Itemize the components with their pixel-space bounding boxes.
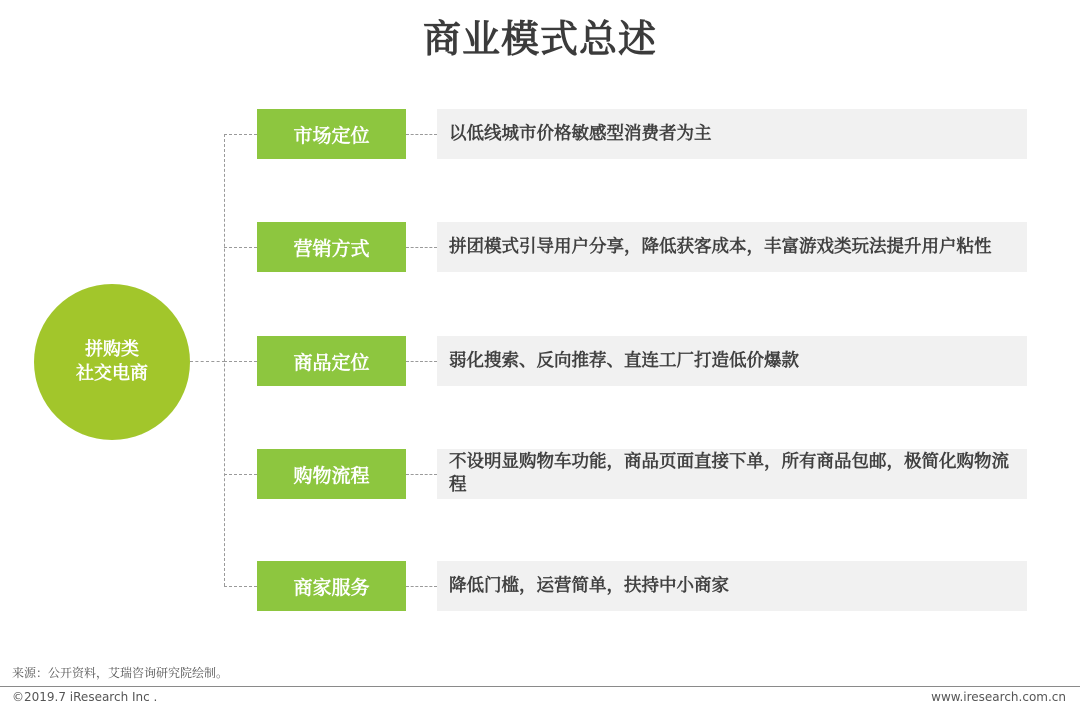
- connector-branch: [224, 474, 257, 475]
- connector-label-desc: [406, 247, 437, 248]
- desc-text: 以低线城市价格敏感型消费者为主: [449, 123, 712, 144]
- desc-shopping-flow: [437, 449, 1027, 499]
- label-marketing-method: 营销方式: [257, 222, 406, 272]
- label-merchant-service: 商家服务: [257, 561, 406, 611]
- desc-text: 降低门槛，运营简单，扶持中小商家: [449, 575, 729, 596]
- desc-text: 拼团模式引导用户分享，降低获客成本，丰富游戏类玩法提升用户粘性: [449, 236, 992, 257]
- desc-market-positioning: [437, 109, 1027, 159]
- label-shopping-flow: 购物流程: [257, 449, 406, 499]
- connector-branch: [224, 247, 257, 248]
- source-note: 来源：公开资料，艾瑞咨询研究院绘制。: [12, 666, 229, 680]
- website-link[interactable]: www.iresearch.com.cn: [931, 690, 1066, 704]
- desc-merchant-service: [437, 561, 1027, 611]
- label-product-positioning: 商品定位: [257, 336, 406, 386]
- copyright: ©2019.7 iResearch Inc .: [12, 690, 158, 704]
- connector-label-desc: [406, 134, 437, 135]
- page-title: 商业模式总述: [422, 17, 657, 61]
- center-node-line2: 社交电商: [76, 363, 148, 384]
- desc-product-positioning: [437, 336, 1027, 386]
- connector-label-desc: [406, 586, 437, 587]
- connector-center: [190, 361, 225, 362]
- connector-label-desc: [406, 361, 437, 362]
- center-node: [34, 284, 190, 440]
- desc-text: 弱化搜索、反向推荐、直连工厂打造低价爆款: [449, 350, 799, 371]
- connector-branch: [224, 586, 257, 587]
- center-node-line1: 拼购类: [85, 339, 139, 360]
- connector-label-desc: [406, 474, 437, 475]
- label-market-positioning: 市场定位: [257, 109, 406, 159]
- footer-divider: [0, 686, 1080, 687]
- desc-marketing-method: [437, 222, 1027, 272]
- connector-branch: [224, 134, 257, 135]
- desc-text: 不设明显购物车功能，商品页面直接下单，所有商品包邮，极简化购物流程: [449, 452, 1009, 495]
- connector-trunk: [224, 134, 225, 586]
- connector-branch: [224, 361, 257, 362]
